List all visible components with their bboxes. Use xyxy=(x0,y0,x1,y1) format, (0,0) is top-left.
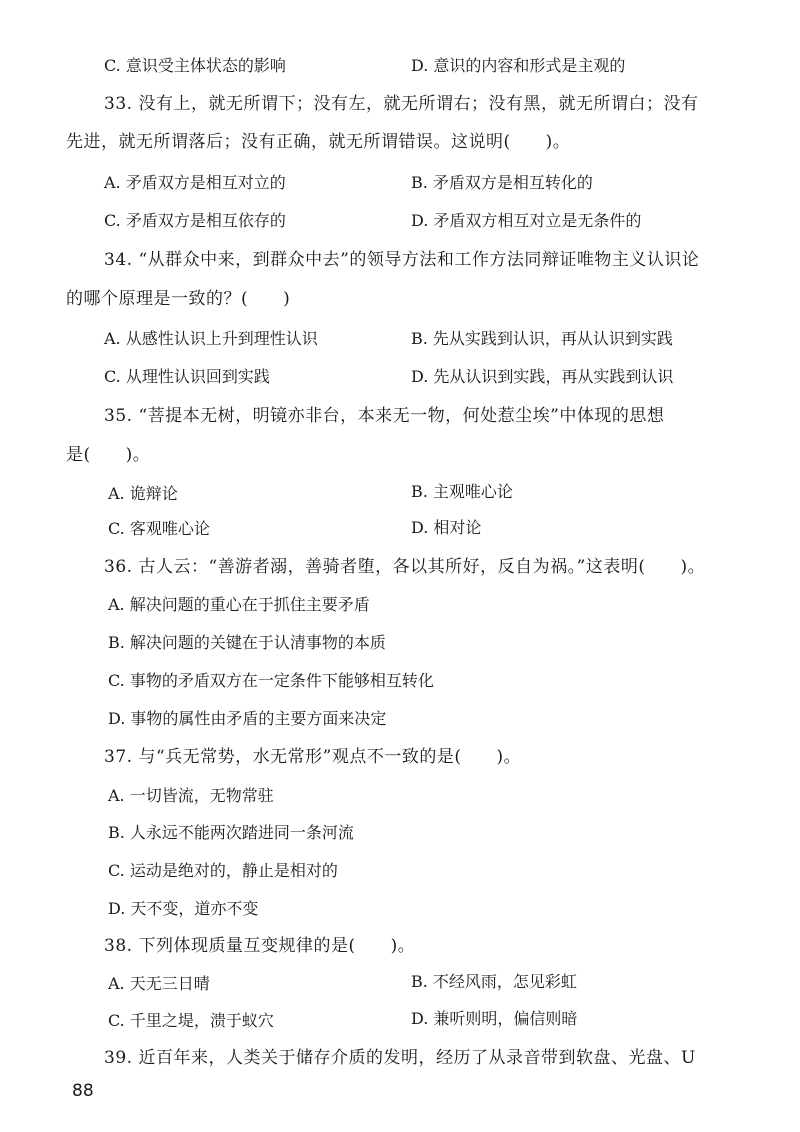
q32-option-d: D. 意识的内容和形式是主观的 xyxy=(411,56,626,75)
q35-option-a: A. 诡辩论 xyxy=(108,484,178,503)
q38-option-d: D. 兼听则明，偏信则暗 xyxy=(411,1009,578,1028)
q35-stem-line-1: 35. “菩提本无树，明镜亦非台，本来无一物，何处惹尘埃”中体现的思想 xyxy=(104,406,665,426)
q36-option-b: B. 解决问题的关键在于认清事物的本质 xyxy=(108,633,386,652)
q34-option-d: D. 先从认识到实践，再从实践到认识 xyxy=(411,367,674,386)
q34-option-a: A. 从感性认识上升到理性认识 xyxy=(104,329,318,348)
q32-option-c: C. 意识受主体状态的影响 xyxy=(104,56,286,75)
q38-option-b: B. 不经风雨，怎见彩虹 xyxy=(411,972,577,991)
q35-option-d: D. 相对论 xyxy=(411,518,482,537)
q37-stem: 37. 与“兵无常势，水无常形”观点不一致的是( )。 xyxy=(104,747,522,767)
q35-option-c: C. 客观唯心论 xyxy=(108,519,210,538)
q34-option-b: B. 先从实践到认识，再从认识到实践 xyxy=(411,329,673,348)
q38-stem: 38. 下列体现质量互变规律的是( )。 xyxy=(104,936,416,956)
q33-stem-line-2: 先进，就无所谓落后；没有正确，就无所谓错误。这说明( )。 xyxy=(66,132,571,152)
q35-option-b: B. 主观唯心论 xyxy=(411,482,513,501)
q38-option-c: C. 千里之堤，溃于蚁穴 xyxy=(108,1011,274,1030)
q34-option-c: C. 从理性认识回到实践 xyxy=(104,367,270,386)
q37-option-a: A. 一切皆流，无物常驻 xyxy=(108,786,274,805)
q33-option-a: A. 矛盾双方是相互对立的 xyxy=(104,173,286,192)
q37-option-b: B. 人永远不能两次踏进同一条河流 xyxy=(108,823,354,842)
q34-stem-line-2: 的哪个原理是一致的？( ) xyxy=(66,289,291,309)
q37-option-d: D. 天不变，道亦不变 xyxy=(108,899,259,918)
q36-stem: 36. 古人云：“善游者溺，善骑者堕，各以其所好，反自为祸。”这表明( )。 xyxy=(104,557,706,577)
page-number: 88 xyxy=(72,1081,94,1101)
q33-option-d: D. 矛盾双方相互对立是无条件的 xyxy=(411,211,642,230)
q36-option-a: A. 解决问题的重心在于抓住主要矛盾 xyxy=(108,595,370,614)
q36-option-c: C. 事物的矛盾双方在一定条件下能够相互转化 xyxy=(108,671,434,690)
q33-stem-line-1: 33. 没有上，就无所谓下；没有左，就无所谓右；没有黑，就无所谓白；没有 xyxy=(104,94,699,114)
q36-option-d: D. 事物的属性由矛盾的主要方面来决定 xyxy=(108,709,387,728)
q34-stem-line-1: 34. “从群众中来，到群众中去”的领导方法和工作方法同辩证唯物主义认识论 xyxy=(104,250,700,270)
q38-option-a: A. 天无三日晴 xyxy=(108,974,210,993)
q33-option-c: C. 矛盾双方是相互依存的 xyxy=(104,211,286,230)
q33-option-b: B. 矛盾双方是相互转化的 xyxy=(411,173,593,192)
q35-stem-line-2: 是( )。 xyxy=(66,445,151,465)
q39-stem: 39. 近百年来，人类关于储存介质的发明，经历了从录音带到软盘、光盘、U xyxy=(104,1048,696,1068)
q37-option-c: C. 运动是绝对的，静止是相对的 xyxy=(108,861,338,880)
